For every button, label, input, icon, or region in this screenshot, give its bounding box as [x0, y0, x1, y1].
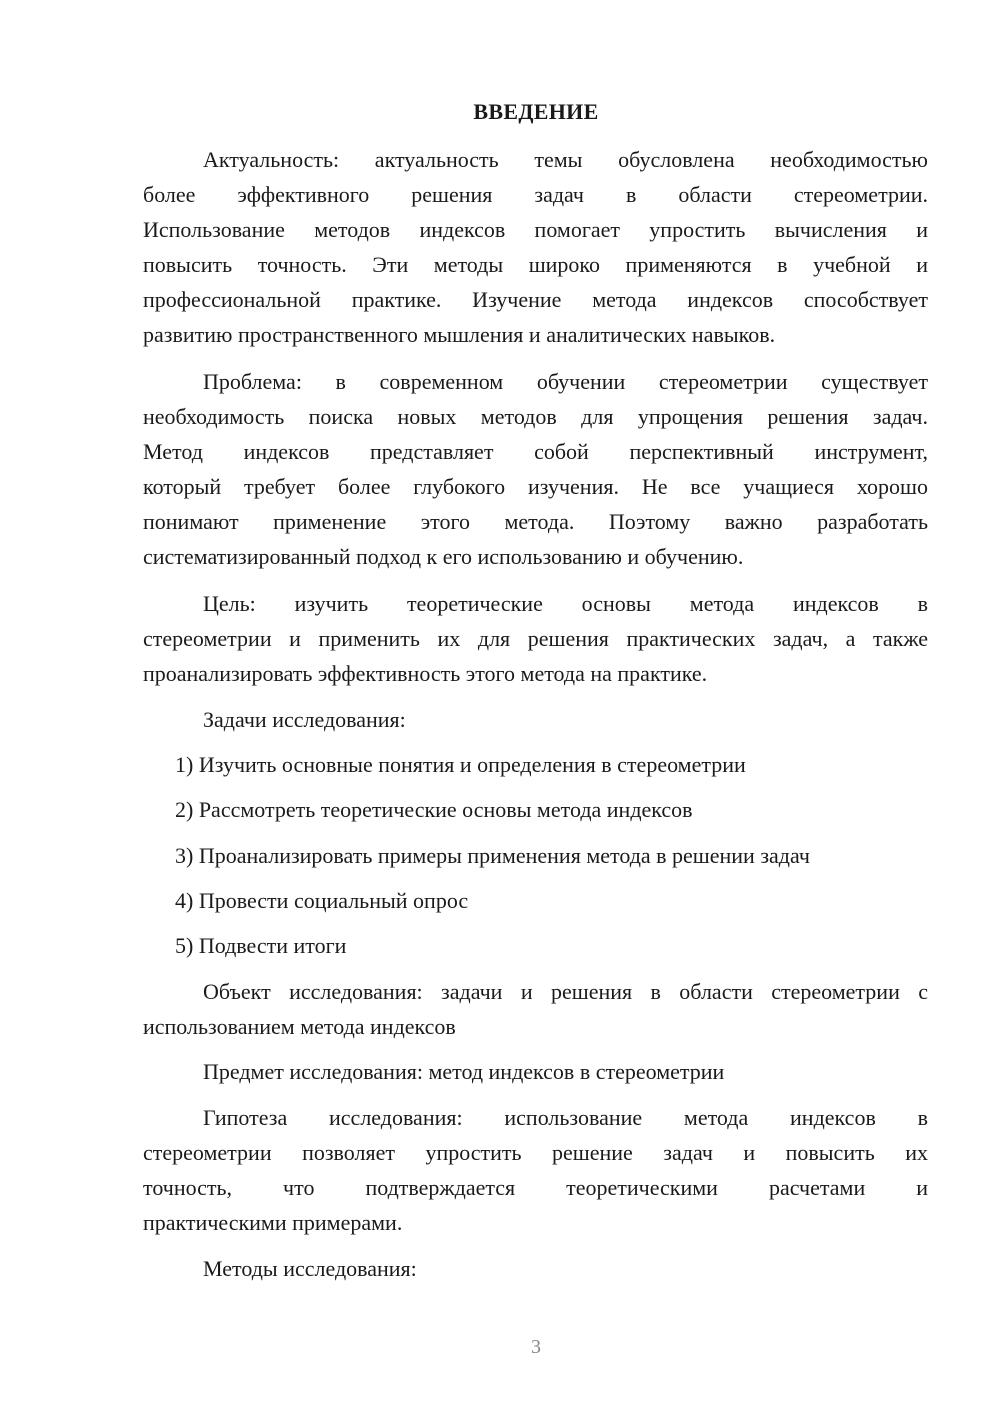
text-line: развитию пространственного мышления и аналитических навыков. — [143, 322, 776, 347]
text-line: Метод индексов представляет собой перспективный инструмент, — [143, 439, 928, 464]
list-item: 1) Изучить основные понятия и определения в стереометрии — [175, 752, 746, 777]
text-line: более эффективного решения задач в области стереометрии. — [143, 182, 928, 207]
text-line: Использование методов индексов помогает упростить вычисления и — [143, 217, 928, 242]
methods-heading: Методы исследования: — [203, 1256, 417, 1281]
page-title: ВВЕДЕНИЕ — [473, 99, 599, 124]
list-item: 2) Рассмотреть теоретические основы метода индексов — [175, 797, 693, 822]
text-line: Актуальность: актуальность темы обусловлена необходимостью — [203, 147, 928, 172]
text-line: профессиональной практике. Изучение метода индексов способствует — [143, 287, 928, 312]
text-line: необходимость поиска новых методов для упрощения решения задач. — [143, 404, 928, 429]
text-line: практическими примерами. — [143, 1210, 403, 1235]
list-item: 3) Проанализировать примеры применения метода в решении задач — [175, 843, 810, 868]
text-line: Проблема: в современном обучении стереометрии существует — [203, 369, 928, 394]
text-line: проанализировать эффективность этого метода на практике. — [143, 661, 708, 686]
text-line: повысить точность. Эти методы широко применяются в учебной и — [143, 252, 928, 277]
text-line: использованием метода индексов — [143, 1014, 456, 1039]
text-line: который требует более глубокого изучения. Не все учащиеся хорошо — [143, 474, 928, 499]
page-number: 3 — [531, 1336, 541, 1358]
text-line: Цель: изучить теоретические основы метода индексов в — [203, 591, 928, 616]
text-line: систематизированный подход к его использованию и обучению. — [143, 544, 744, 569]
text-line: Объект исследования: задачи и решения в области стереометрии с — [203, 979, 928, 1004]
text-line: стереометрии позволяет упростить решение задач и повысить их — [143, 1140, 928, 1165]
list-item: 4) Провести социальный опрос — [175, 888, 469, 913]
text-line: понимают применение этого метода. Поэтому важно разработать — [143, 509, 928, 534]
text-line: Гипотеза исследования: использование метода индексов в — [203, 1105, 928, 1130]
tasks-heading: Задачи исследования: — [203, 707, 406, 732]
text-line: точность, что подтверждается теоретическими расчетами и — [143, 1175, 928, 1200]
text-line: стереометрии и применить их для решения практических задач, а также — [143, 626, 928, 651]
paragraph-subject: Предмет исследования: метод индексов в стереометрии — [203, 1059, 725, 1084]
list-item: 5) Подвести итоги — [175, 933, 347, 958]
